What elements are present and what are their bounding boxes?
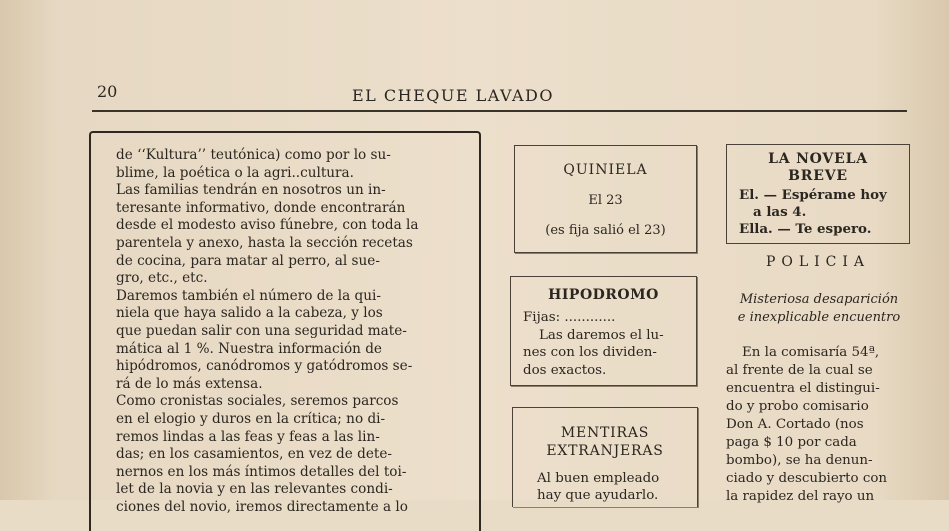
article-line: Las familias tendrán en nosotros un in- [116,182,386,199]
novela-title-line: BREVE [788,168,848,184]
hipodromo-body [523,309,686,379]
article-line: mática al 1 %. Nuestra información de [116,340,382,357]
article-line: remos lindas a las feas y feas a las lin- [116,428,380,445]
mentiras-title-line: EXTRANJERAS [546,443,664,459]
mentiras-box [512,407,698,507]
article-line: de cocina, para matar al perro, al sue- [116,252,380,269]
article-line: das; en los casamientos, en vez de dete- [116,446,392,463]
policia-line: do y probo comisario [726,399,869,414]
hipodromo-line: dos exactos. [523,362,607,378]
quiniela-number: El 23 [588,193,623,208]
quiniela-note: (es fija salió el 23) [545,223,666,238]
novela-line: a las 4. [753,204,807,220]
policia-subtitle-line: e inexplicable encuentro [737,310,901,325]
novela-line: El. — Espérame hoy [739,187,887,203]
hipodromo-title: HIPODROMO [548,287,659,303]
mentiras-line: Al buen empleado [537,471,660,486]
novela-title [727,151,909,185]
article-line: Daremos también el número de la qui- [116,287,381,304]
article-line: gro, etc., etc. [116,270,208,287]
article-line: desde el modesto aviso fúnebre, con toda la [116,217,419,234]
article-line: parentela y anexo, hasta la sección recetas [116,234,413,251]
policia-line: al frente de la cual se [726,363,873,378]
policia-subtitle-line: Misteriosa desaparición [739,292,899,307]
article-line: ciones del novio, iremos directamente a lo [116,498,408,515]
mentiras-title-line: MENTIRAS [560,425,650,441]
hipodromo-line: Las daremos el lu- [539,327,664,343]
policia-line: la rapidez del rayo un [726,489,875,504]
hipodromo-box [510,276,697,386]
quiniela-box [514,145,697,253]
article-line: nernos en los más íntimos detalles del toi- [116,463,407,480]
mentiras-line: hay que ayudarlo. [537,488,659,503]
quiniela-title: QUINIELA [563,162,648,178]
article-line: niela que haya salido a la cabeza, y los [116,305,383,322]
novela-dialogue [739,187,905,238]
policia-section-title: POLICIA [765,254,871,270]
policia-body [726,344,912,506]
mentiras-text [537,470,689,504]
policia-line: bombo), se ha denun- [726,453,873,468]
page-title: EL CHEQUE LAVADO [352,86,554,105]
article-line: en el elogio y duros en la crítica; no di- [116,410,386,427]
policia-subtitle [726,291,912,327]
policia-line: En la comisaría 54ª, [742,345,880,360]
article-line: que puedan salir con una seguridad mate- [116,322,407,339]
novela-line: Ella. — Te espero. [739,221,872,237]
article-line: Como cronistas sociales, seremos parcos [116,393,399,410]
policia-line: ciado y descubierto con [726,471,888,486]
article-line: hipódromos, canódromos y gatódromos se- [116,358,413,375]
article-line: blime, la poética o la agri..cultura. [116,164,354,181]
article-line: rá de lo más extensa. [116,375,263,392]
mentiras-title [513,424,697,460]
page-number: 20 [97,82,118,101]
policia-line: Don A. Cortado (nos [726,417,864,432]
header-rule [92,110,907,112]
hipodromo-line: nes con los dividen- [523,345,657,360]
article-line: let de la novia y en las relevantes condi- [116,481,393,498]
policia-line: paga $ 10 por cada [726,435,857,450]
article-line: de ‘‘Kultura’’ teutónica) como por lo su- [116,147,391,163]
novela-box [726,144,910,244]
left-article-box [89,131,481,531]
novela-title-line: LA NOVELA [768,151,868,167]
policia-line: encuentra el distingui- [726,381,880,396]
hipodromo-fijas: Fijas: ............ [523,310,616,325]
article-line: teresante informativo, donde encontrarán [116,199,406,216]
